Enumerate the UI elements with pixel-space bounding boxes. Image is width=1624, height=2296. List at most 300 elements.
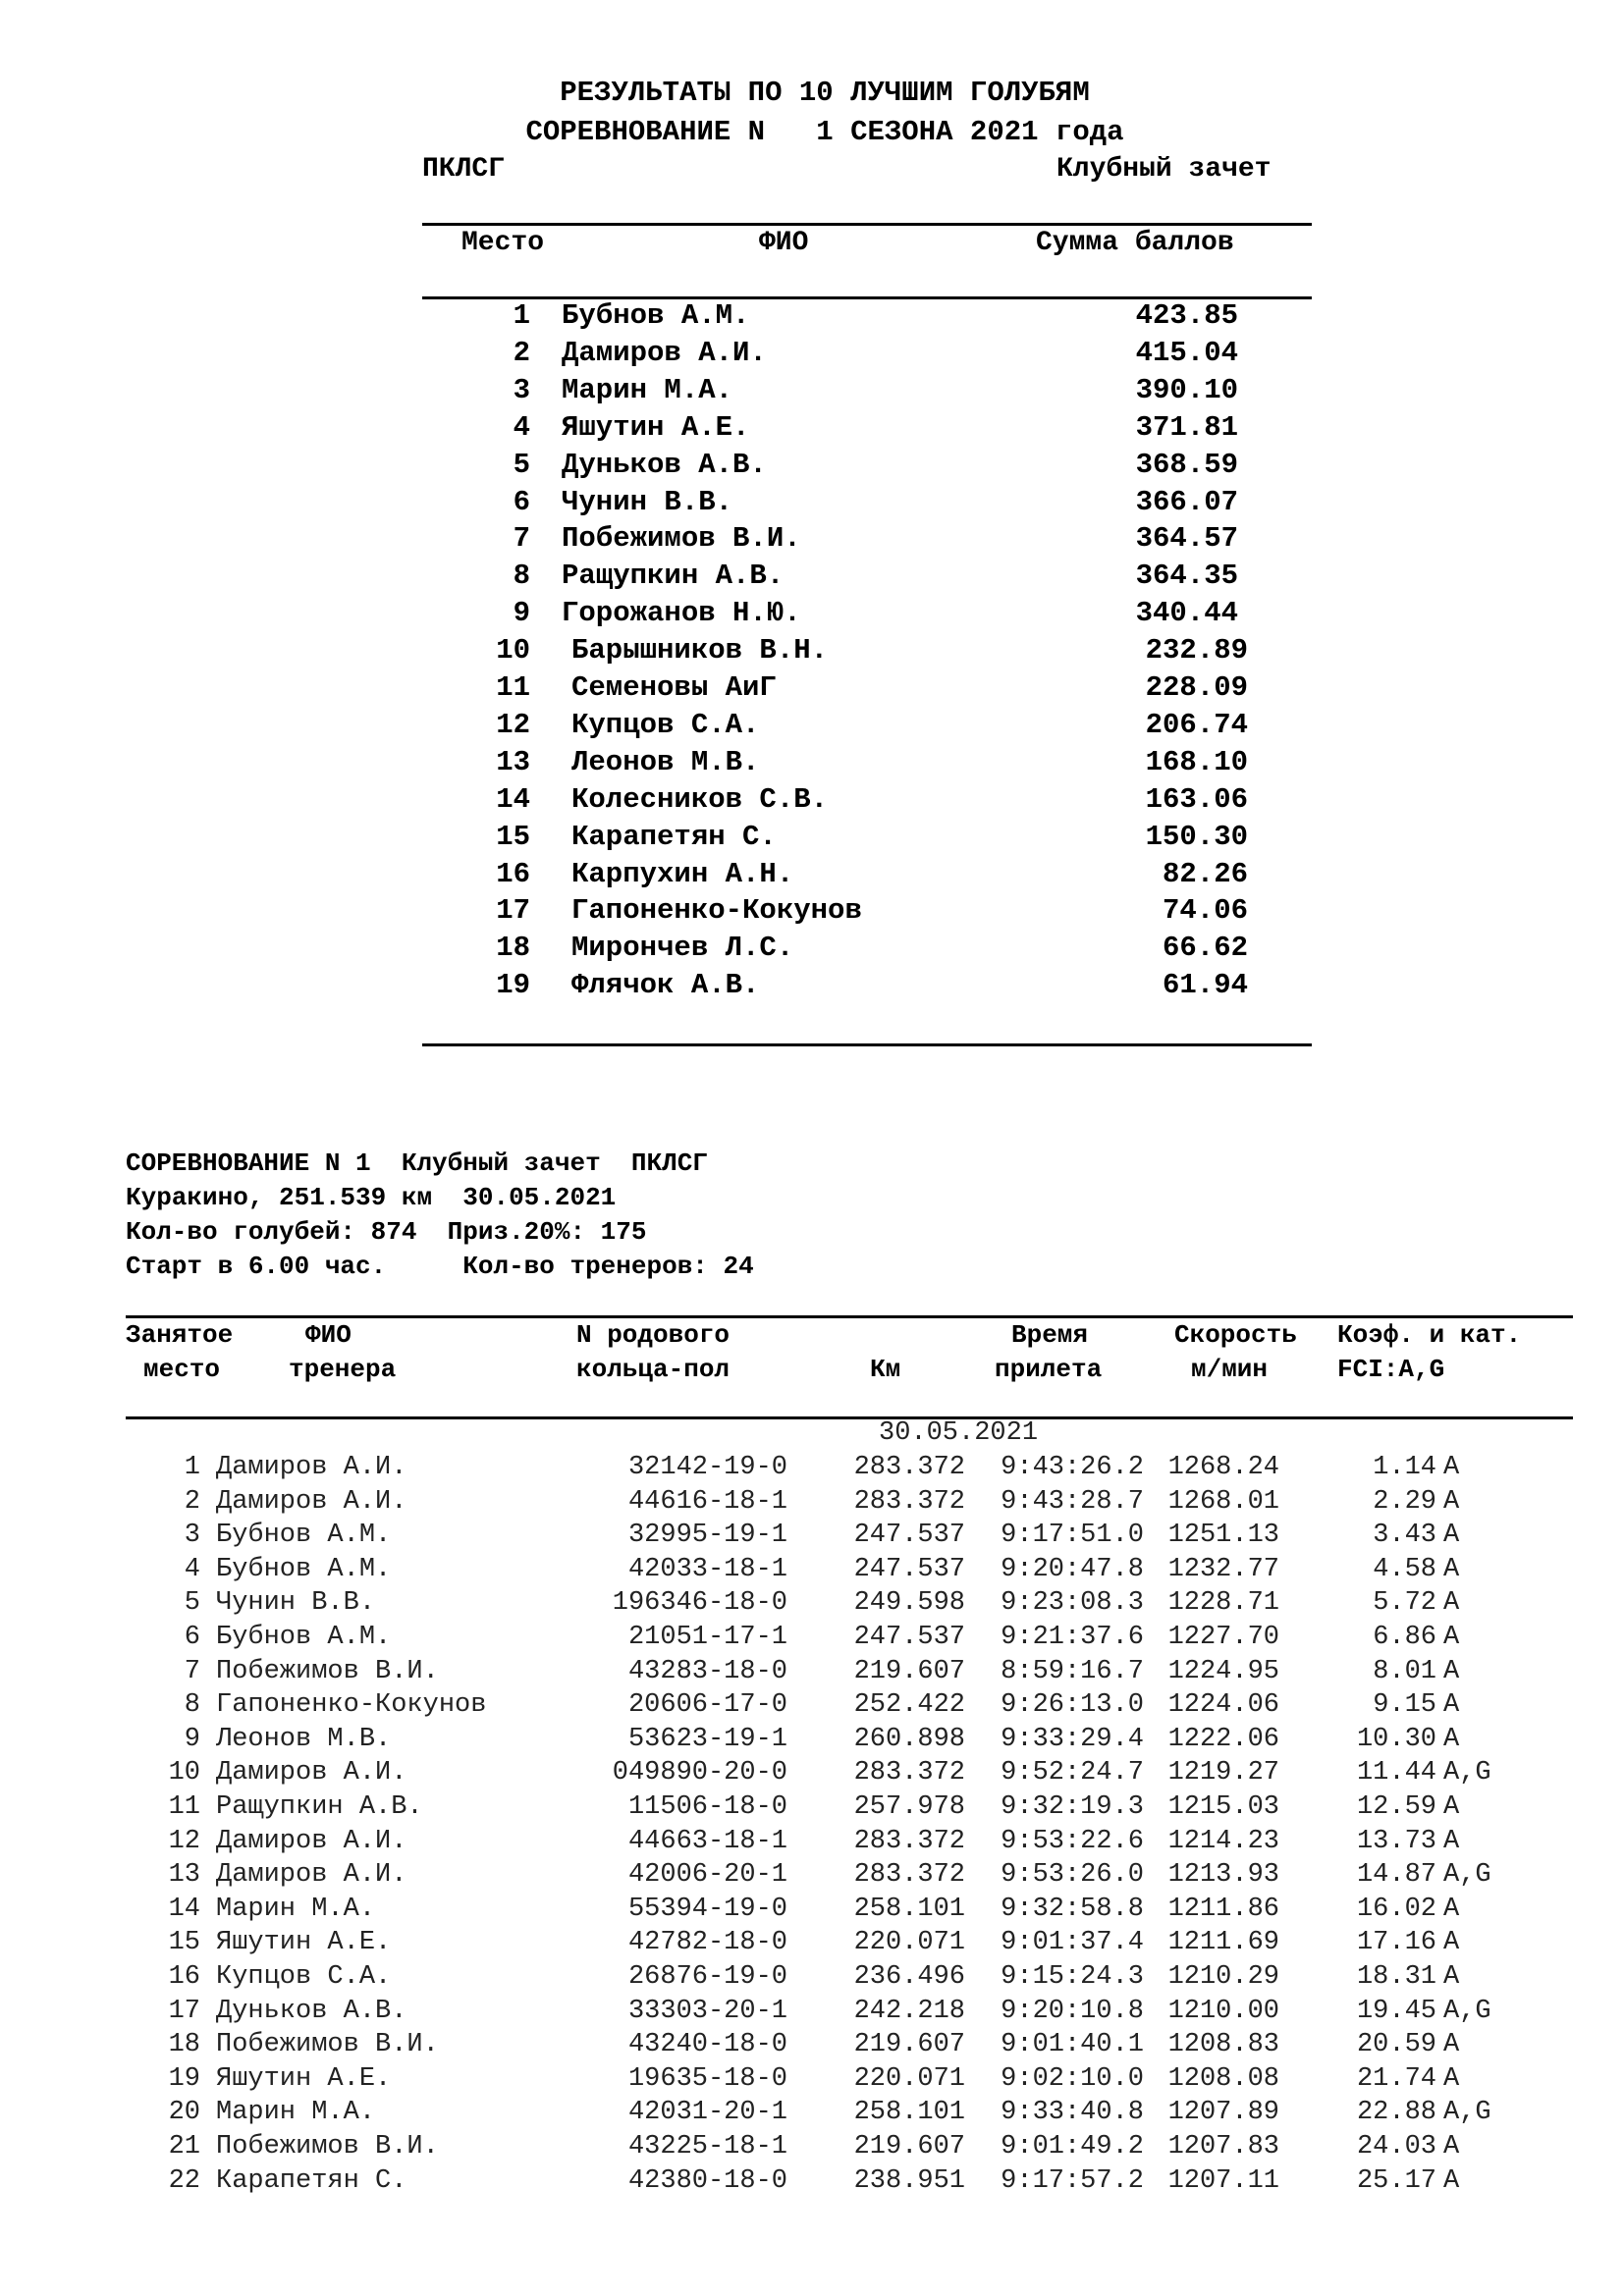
result-speed: 1208.08: [1167, 2063, 1279, 2094]
result-speed: 1207.11: [1167, 2165, 1279, 2196]
result-coef: 25.17: [1356, 2165, 1436, 2196]
result-place: 14: [168, 1894, 200, 1924]
result-km: 219.607: [853, 2030, 965, 2060]
result-coef: 13.73: [1356, 1826, 1436, 1856]
result-arrival-time: 9:15:24.3: [1001, 1962, 1144, 1992]
table-row: [126, 1962, 1573, 1997]
result-trainer: Марин М.А.: [216, 2098, 376, 2128]
result-arrival-time: 9:01:49.2: [1001, 2132, 1144, 2162]
result-speed: 1208.83: [1167, 2030, 1279, 2060]
result-arrival-time: 9:23:08.3: [1001, 1588, 1144, 1619]
summary-row: [422, 932, 1312, 969]
result-arrival-time: 9:53:22.6: [1001, 1826, 1144, 1856]
table-row: [126, 1928, 1573, 1962]
summary-score: 366.07: [1135, 485, 1238, 518]
result-speed: 1222.06: [1167, 1724, 1279, 1754]
result-place: 8: [184, 1690, 200, 1721]
table-row: [126, 1453, 1573, 1487]
result-place: 11: [168, 1792, 200, 1822]
summary-score: 364.35: [1135, 560, 1238, 593]
result-coef: 9.15: [1373, 1690, 1436, 1721]
result-trainer: Купцов С.А.: [216, 1962, 392, 1992]
result-ring: 21051-17-1: [627, 1623, 787, 1652]
results-header-coef-1: Коэф. и кат.: [1337, 1320, 1522, 1350]
result-coef: 16.02: [1356, 1894, 1436, 1924]
result-trainer: Чунин В.В.: [216, 1588, 376, 1619]
table-row: [126, 2064, 1573, 2099]
summary-row: [422, 411, 1312, 449]
result-trainer: Побежимов В.И.: [216, 1656, 439, 1686]
result-category: A: [1443, 2132, 1460, 2162]
summary-name: Барышников В.Н.: [571, 634, 829, 667]
result-place: 21: [168, 2132, 200, 2162]
summary-row: [422, 783, 1312, 821]
result-ring: 196346-18-0: [612, 1588, 787, 1619]
summary-score: 82.26: [1162, 857, 1248, 890]
summary-place: 9: [513, 597, 530, 630]
summary-place: 3: [513, 373, 530, 406]
result-arrival-time: 9:33:29.4: [1001, 1724, 1144, 1754]
result-trainer: Дамиров А.И.: [216, 1860, 407, 1891]
result-category: A: [1443, 1453, 1460, 1482]
summary-row: [422, 709, 1312, 746]
summary-name: Чунин В.В.: [562, 485, 733, 518]
result-km: 283.372: [853, 1826, 965, 1856]
competition-line-4: Старт в 6.00 час. Кол-во тренеров: 24: [126, 1252, 754, 1281]
results-header-rule: [126, 1416, 1573, 1419]
summary-scoring-type: Клубный зачет: [1056, 154, 1272, 185]
result-place: 18: [168, 2030, 200, 2060]
result-coef: 2.29: [1373, 1486, 1436, 1517]
summary-name: Карпухин А.Н.: [571, 857, 794, 890]
summary-place: 18: [496, 932, 530, 965]
result-coef: 12.59: [1356, 1792, 1436, 1822]
result-km: 260.898: [853, 1724, 965, 1754]
result-speed: 1227.70: [1167, 1623, 1279, 1652]
summary-name: Флячок А.В.: [571, 969, 760, 1002]
summary-score: 74.06: [1162, 894, 1248, 928]
result-category: A: [1443, 2030, 1460, 2060]
summary-place: 14: [496, 782, 530, 816]
table-row: [126, 1758, 1573, 1792]
result-coef: 1.14: [1373, 1453, 1436, 1482]
results-header-speed-1: Скорость: [1174, 1320, 1297, 1350]
summary-place: 2: [513, 336, 530, 369]
result-arrival-time: 9:43:26.2: [1001, 1453, 1144, 1482]
summary-score: 390.10: [1135, 373, 1238, 406]
results-header-place-2: место: [143, 1355, 221, 1384]
result-category: A: [1443, 1894, 1460, 1924]
summary-name: Купцов С.А.: [571, 708, 760, 741]
summary-place: 7: [513, 522, 530, 556]
result-arrival-time: 9:02:10.0: [1001, 2063, 1144, 2094]
summary-header-name: ФИО: [759, 228, 809, 258]
result-trainer: Леонов М.В.: [216, 1724, 392, 1754]
result-category: A,G: [1443, 1996, 1491, 2026]
result-category: A: [1443, 1521, 1460, 1551]
result-arrival-time: 9:01:37.4: [1001, 1928, 1144, 1958]
result-ring: 11506-18-0: [627, 1792, 787, 1822]
result-place: 5: [184, 1588, 200, 1619]
results-top-rule: [126, 1315, 1573, 1318]
result-coef: 11.44: [1356, 1758, 1436, 1789]
result-speed: 1207.83: [1167, 2132, 1279, 2162]
summary-score: 168.10: [1145, 745, 1248, 778]
summary-row: [422, 522, 1312, 560]
result-trainer: Бубнов А.М.: [216, 1623, 392, 1652]
result-coef: 24.03: [1356, 2132, 1436, 2162]
result-trainer: Дамиров А.И.: [216, 1453, 407, 1482]
summary-score: 228.09: [1145, 671, 1248, 704]
result-place: 12: [168, 1826, 200, 1856]
result-category: A: [1443, 2063, 1460, 2094]
result-place: 4: [184, 1554, 200, 1584]
result-coef: 17.16: [1356, 1928, 1436, 1958]
result-ring: 43283-18-0: [627, 1656, 787, 1686]
result-coef: 6.86: [1373, 1623, 1436, 1652]
result-trainer: Карапетян С.: [216, 2165, 407, 2196]
results-header-place-1: Занятое: [126, 1320, 234, 1350]
result-ring: 32142-19-0: [627, 1453, 787, 1482]
summary-row: [422, 821, 1312, 858]
summary-place: 11: [496, 671, 530, 704]
result-ring: 42033-18-1: [627, 1554, 787, 1584]
summary-place: 6: [513, 485, 530, 518]
summary-name: Карапетян С.: [571, 820, 777, 853]
summary-row: [422, 894, 1312, 932]
result-arrival-time: 9:17:51.0: [1001, 1521, 1144, 1551]
summary-score: 340.44: [1135, 597, 1238, 630]
result-category: A: [1443, 1486, 1460, 1517]
result-arrival-time: 9:53:26.0: [1001, 1860, 1144, 1891]
summary-name: Гапоненко-Кокунов: [571, 894, 862, 928]
result-trainer: Яшутин А.Е.: [216, 2063, 392, 2094]
result-km: 258.101: [853, 1894, 965, 1924]
table-row: [126, 1521, 1573, 1555]
summary-score: 364.57: [1135, 522, 1238, 556]
result-km: 283.372: [853, 1860, 965, 1891]
result-category: A: [1443, 1690, 1460, 1721]
summary-score: 150.30: [1145, 820, 1248, 853]
table-row: [126, 1895, 1573, 1929]
result-speed: 1214.23: [1167, 1826, 1279, 1856]
result-ring: 53623-19-1: [627, 1724, 787, 1754]
result-speed: 1210.29: [1167, 1962, 1279, 1992]
result-ring: 20606-17-0: [627, 1690, 787, 1721]
result-category: A: [1443, 2165, 1460, 2196]
summary-row: [422, 337, 1312, 374]
summary-place: 1: [513, 299, 530, 332]
result-category: A: [1443, 1623, 1460, 1652]
table-row: [126, 1860, 1573, 1895]
result-speed: 1211.69: [1167, 1928, 1279, 1958]
result-arrival-time: 9:52:24.7: [1001, 1758, 1144, 1789]
summary-place: 8: [513, 560, 530, 593]
result-place: 2: [184, 1486, 200, 1517]
results-header-coef-2: FCI:A,G: [1337, 1355, 1445, 1384]
result-arrival-time: 9:20:10.8: [1001, 1996, 1144, 2026]
result-category: A: [1443, 1724, 1460, 1754]
result-place: 6: [184, 1623, 200, 1652]
result-category: A: [1443, 1656, 1460, 1686]
result-trainer: Побежимов В.И.: [216, 2132, 439, 2162]
result-category: A: [1443, 1962, 1460, 1992]
result-category: A,G: [1443, 1758, 1491, 1789]
summary-title-line1: РЕЗУЛЬТАТЫ ПО 10 ЛУЧШИМ ГОЛУБЯМ: [560, 77, 1090, 109]
result-km: 219.607: [853, 1656, 965, 1686]
summary-score: 423.85: [1135, 299, 1238, 332]
table-row: [126, 1588, 1573, 1623]
result-trainer: Дамиров А.И.: [216, 1758, 407, 1789]
result-arrival-time: 8:59:16.7: [1001, 1656, 1144, 1686]
result-speed: 1213.93: [1167, 1860, 1279, 1891]
result-km: 283.372: [853, 1758, 965, 1789]
result-arrival-time: 9:17:57.2: [1001, 2165, 1144, 2196]
result-trainer: Ращупкин А.В.: [216, 1792, 423, 1822]
result-arrival-time: 9:01:40.1: [1001, 2030, 1144, 2060]
table-row: [126, 1827, 1573, 1861]
summary-place: 5: [513, 448, 530, 481]
summary-score: 206.74: [1145, 708, 1248, 741]
summary-score: 163.06: [1145, 782, 1248, 816]
summary-name: Марин М.А.: [562, 373, 733, 406]
result-speed: 1215.03: [1167, 1792, 1279, 1822]
summary-place: 17: [496, 894, 530, 928]
table-row: [126, 2030, 1573, 2064]
result-arrival-time: 9:32:19.3: [1001, 1792, 1144, 1822]
result-trainer: Побежимов В.И.: [216, 2030, 439, 2060]
result-coef: 22.88: [1356, 2098, 1436, 2128]
table-row: [126, 1623, 1573, 1657]
table-row: [126, 1792, 1573, 1827]
result-ring: 43225-18-1: [627, 2132, 787, 2162]
summary-name: Бубнов А.М.: [562, 299, 750, 332]
result-km: 258.101: [853, 2098, 965, 2128]
result-trainer: Дамиров А.И.: [216, 1826, 407, 1856]
result-km: 283.372: [853, 1486, 965, 1517]
result-ring: 42380-18-0: [627, 2165, 787, 2196]
table-row: [126, 1725, 1573, 1759]
summary-name: Побежимов В.И.: [562, 522, 801, 556]
result-coef: 3.43: [1373, 1521, 1436, 1551]
table-row: [126, 1657, 1573, 1691]
summary-header-total: Сумма баллов: [1036, 228, 1234, 258]
result-trainer: Бубнов А.М.: [216, 1521, 392, 1551]
summary-score: 61.94: [1162, 969, 1248, 1002]
summary-name: Колесников С.В.: [571, 782, 829, 816]
table-row: [126, 2098, 1573, 2132]
result-trainer: Марин М.А.: [216, 1894, 376, 1924]
competition-line-3: Кол-во голубей: 874 Приз.20%: 175: [126, 1217, 647, 1247]
result-km: 219.607: [853, 2132, 965, 2162]
results-header-time-2: прилета: [995, 1355, 1103, 1384]
result-arrival-time: 9:32:58.8: [1001, 1894, 1144, 1924]
result-trainer: Бубнов А.М.: [216, 1554, 392, 1584]
result-ring: 42006-20-1: [627, 1860, 787, 1891]
result-place: 17: [168, 1996, 200, 2026]
results-header-name-1: ФИО: [305, 1320, 352, 1350]
result-trainer: Гапоненко-Кокунов: [216, 1690, 487, 1721]
summary-name: Дуньков А.В.: [562, 448, 767, 481]
summary-row: [422, 858, 1312, 895]
results-header-km: Км: [870, 1355, 901, 1384]
summary-title-line2: СОРЕВНОВАНИЕ N 1 СЕЗОНА 2021 года: [525, 116, 1124, 148]
results-header-ring-1: N родового: [576, 1320, 731, 1350]
result-category: A: [1443, 1928, 1460, 1958]
summary-row: [422, 449, 1312, 486]
result-ring: 42782-18-0: [627, 1928, 787, 1958]
table-row: [126, 1555, 1573, 1589]
result-ring: 55394-19-0: [627, 1894, 787, 1924]
result-coef: 5.72: [1373, 1588, 1436, 1619]
summary-score: 66.62: [1162, 932, 1248, 965]
result-trainer: Дамиров А.И.: [216, 1486, 407, 1517]
summary-name: Горожанов Н.Ю.: [562, 597, 801, 630]
table-row: [126, 1487, 1573, 1522]
result-place: 19: [168, 2063, 200, 2094]
result-arrival-time: 9:20:47.8: [1001, 1554, 1144, 1584]
result-place: 10: [168, 1758, 200, 1789]
result-speed: 1251.13: [1167, 1521, 1279, 1551]
result-km: 236.496: [853, 1962, 965, 1992]
result-place: 3: [184, 1521, 200, 1551]
result-ring: 19635-18-0: [627, 2063, 787, 2094]
result-place: 22: [168, 2165, 200, 2196]
result-ring: 049890-20-0: [612, 1758, 787, 1789]
result-coef: 20.59: [1356, 2030, 1436, 2060]
result-arrival-time: 9:21:37.6: [1001, 1623, 1144, 1652]
result-place: 9: [184, 1724, 200, 1754]
summary-top-rule: [422, 223, 1312, 226]
summary-name: Леонов М.В.: [571, 745, 760, 778]
result-coef: 8.01: [1373, 1656, 1436, 1686]
result-coef: 10.30: [1356, 1724, 1436, 1754]
summary-score: 368.59: [1135, 448, 1238, 481]
result-coef: 18.31: [1356, 1962, 1436, 1992]
summary-place: 16: [496, 857, 530, 890]
summary-header-place: Место: [461, 228, 545, 258]
result-km: 283.372: [853, 1453, 965, 1482]
summary-bottom-rule: [422, 1043, 1312, 1046]
result-speed: 1232.77: [1167, 1554, 1279, 1584]
table-row: [126, 2132, 1573, 2166]
result-coef: 21.74: [1356, 2063, 1436, 2094]
result-ring: 44616-18-1: [627, 1486, 787, 1517]
result-place: 1: [184, 1453, 200, 1482]
result-ring: 42031-20-1: [627, 2098, 787, 2128]
result-speed: 1224.95: [1167, 1656, 1279, 1686]
result-arrival-time: 9:43:28.7: [1001, 1486, 1144, 1517]
summary-row: [422, 374, 1312, 411]
result-km: 242.218: [853, 1996, 965, 2026]
result-ring: 43240-18-0: [627, 2030, 787, 2060]
result-km: 249.598: [853, 1588, 965, 1619]
result-speed: 1268.01: [1167, 1486, 1279, 1517]
results-header-ring-2: кольца-пол: [576, 1355, 731, 1384]
result-place: 7: [184, 1656, 200, 1686]
result-km: 220.071: [853, 1928, 965, 1958]
summary-row: [422, 597, 1312, 634]
result-place: 16: [168, 1962, 200, 1992]
result-coef: 14.87: [1356, 1860, 1436, 1891]
table-row: [126, 1690, 1573, 1725]
summary-row: [422, 560, 1312, 597]
summary-score: 415.04: [1135, 336, 1238, 369]
competition-line-1: СОРЕВНОВАНИЕ N 1 Клубный зачет ПКЛСГ: [126, 1148, 708, 1178]
summary-place: 15: [496, 820, 530, 853]
result-ring: 44663-18-1: [627, 1826, 787, 1856]
result-category: A: [1443, 1826, 1460, 1856]
result-coef: 19.45: [1356, 1996, 1436, 2026]
result-speed: 1211.86: [1167, 1894, 1279, 1924]
table-row: [126, 2166, 1573, 2201]
results-header-name-2: тренера: [289, 1355, 397, 1384]
summary-place: 10: [496, 634, 530, 667]
summary-row: [422, 634, 1312, 671]
table-row: [126, 1997, 1573, 2031]
result-speed: 1219.27: [1167, 1758, 1279, 1789]
result-km: 247.537: [853, 1521, 965, 1551]
result-km: 247.537: [853, 1554, 965, 1584]
result-speed: 1268.24: [1167, 1453, 1279, 1482]
result-km: 257.978: [853, 1792, 965, 1822]
result-category: A,G: [1443, 2098, 1491, 2128]
result-place: 13: [168, 1860, 200, 1891]
result-category: A: [1443, 1792, 1460, 1822]
summary-place: 13: [496, 745, 530, 778]
summary-row: [422, 746, 1312, 783]
result-arrival-time: 9:26:13.0: [1001, 1690, 1144, 1721]
result-trainer: Яшутин А.Е.: [216, 1928, 392, 1958]
summary-club: ПКЛСГ: [422, 154, 506, 185]
result-km: 220.071: [853, 2063, 965, 2094]
competition-line-2: Куракино, 251.539 км 30.05.2021: [126, 1183, 617, 1212]
result-km: 247.537: [853, 1623, 965, 1652]
result-ring: 26876-19-0: [627, 1962, 787, 1992]
summary-name: Яшутин А.Е.: [562, 410, 750, 444]
summary-place: 12: [496, 708, 530, 741]
summary-score: 232.89: [1145, 634, 1248, 667]
result-ring: 33303-20-1: [627, 1996, 787, 2026]
result-category: A,G: [1443, 1860, 1491, 1891]
result-category: A: [1443, 1554, 1460, 1584]
result-ring: 32995-19-1: [627, 1521, 787, 1551]
summary-row: [422, 299, 1312, 337]
summary-place: 4: [513, 410, 530, 444]
results-header-speed-2: м/мин: [1191, 1355, 1269, 1384]
results-date: 30.05.2021: [879, 1418, 1039, 1448]
result-speed: 1210.00: [1167, 1996, 1279, 2026]
result-trainer: Дуньков А.В.: [216, 1996, 407, 2026]
result-speed: 1207.89: [1167, 2098, 1279, 2128]
summary-row: [422, 486, 1312, 523]
summary-name: Дамиров А.И.: [562, 336, 767, 369]
result-arrival-time: 9:33:40.8: [1001, 2098, 1144, 2128]
summary-name: Ращупкин А.В.: [562, 560, 785, 593]
result-place: 15: [168, 1928, 200, 1958]
result-speed: 1224.06: [1167, 1690, 1279, 1721]
result-km: 238.951: [853, 2165, 965, 2196]
summary-name: Мирончев Л.С.: [571, 932, 794, 965]
result-category: A: [1443, 1588, 1460, 1619]
summary-score: 371.81: [1135, 410, 1238, 444]
summary-row: [422, 671, 1312, 709]
results-header-time-1: Время: [1011, 1320, 1089, 1350]
result-coef: 4.58: [1373, 1554, 1436, 1584]
summary-place: 19: [496, 969, 530, 1002]
summary-row: [422, 969, 1312, 1006]
summary-name: Семеновы АиГ: [571, 671, 777, 704]
